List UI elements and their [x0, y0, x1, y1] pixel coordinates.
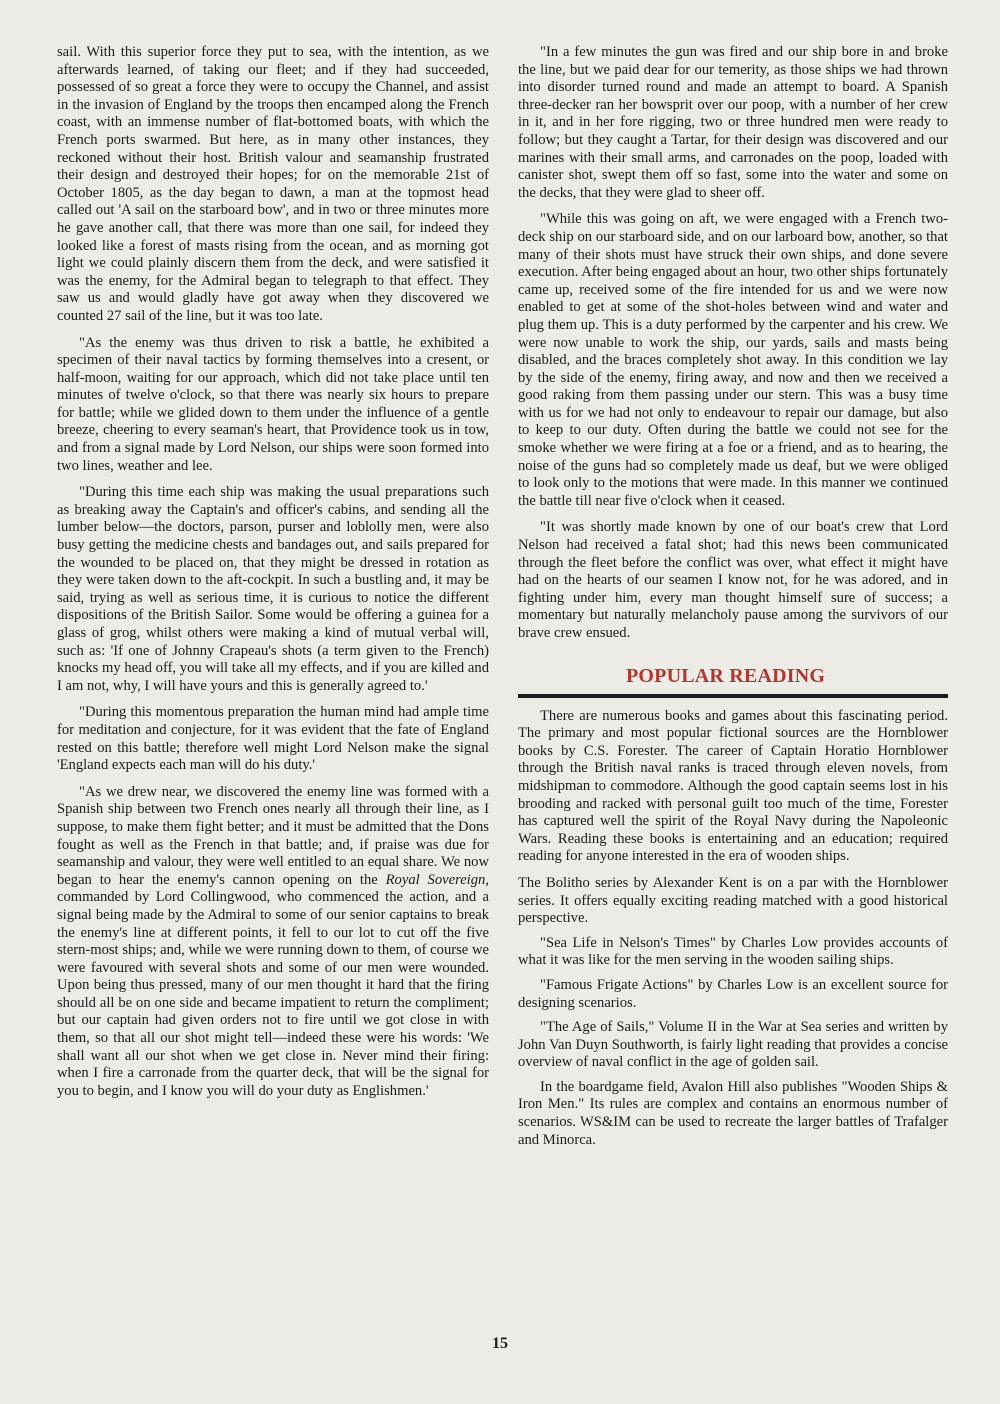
page-number: 15: [492, 1335, 508, 1352]
paragraph-text: "As we drew near, we discovered the enemy line was formed with a Spanish ship between two French ones nearly all through their line, as I suppose, to make them fight better; and it must be admitted that the Dons fought as well as the French in that battle; and, if praise was due for seamanship and valour, they were well entitled to an equal share. We now began to hear the enemy's cannon opening on the: [57, 783, 489, 888]
body-paragraph: "While this was going on aft, we were engaged with a French two-deck ship on our starboard side, and on our larboard bow, another, so that many of their shots must have struck their own ships, and done severe execution. After being engaged about an hour, two other ships fortunately came up, received some of the fire intended for us and we were now enabled to get at some of the shot-holes between wind and water and plug them up. This is a duty performed by the carpenter and his crew. We were now unable to work the ship, our yards, sails and masts being disabled, and the braces completely shot away. In this condition we lay by the side of the enemy, firing away, and now and then we received a good raking from them passing under our stern. This was a busy time with us for we had not only to endeavour to repair our damage, but also to keep to our duty. Often during the battle we could not see for the smoke whether we were firing at a foe or a friend, and as to hearing, the noise of the guns had so completely made us deaf, but we were obliged to look only to the motions that were made. In this manner we continued the battle till near five o'clock when it ceased.: [518, 211, 948, 509]
paragraph-text: , commanded by Lord Collingwood, who commenced the action, and a signal being made by the Admiral to some of our senior captains to break the enemy's line at different points, it fell to our lot to cut off the five stern-most ships; and, while we were running down to them, of course we were favoured with several shots and some of our men were wounded. Upon being thus pressed, many of our men thought it hard that the firing should all be on one side and became impatient to return the compliment; but our captain had given orders not to fire until we got close in with them, so that all our shot might tell—indeed these were his words: 'We shall want all our shot when we get close in. Never mind their firing: when I fire a carronade from the quarter deck, that will be the signal for you to begin, and I know you will do your duty as Englishmen.': [57, 871, 489, 1099]
left-column: [57, 44, 489, 1109]
body-paragraph: "During this time each ship was making the usual preparations such as breaking away the Captain's and officer's cabins, and sending all the lumber below—the doctors, parson, purser and loblolly men, were also busy getting the medicine chests and bandages out, and sails prepared for the wounded to be placed on, that they might be dressed in rotation as they were taken down to the aft-cockpit. In such a bustling and, it may be said, trying as well as serious time, it is curious to notice the different dispositions of the British Sailor. Some would be offering a guinea for a glass of grog, whilst others were making a kind of mutual verbal will, such as: 'If one of Johnny Crapeau's shots (a term given to the French) knocks my head off, you will take all my effects, and if you are killed and I am not, why, I will have yours and this is generally agreed to.': [57, 484, 489, 694]
section-title: POPULAR READING: [626, 664, 826, 687]
body-paragraph: In the boardgame field, Avalon Hill also publishes "Wooden Ships & Iron Men." Its rules are complex and contains an enormous number of scenarios. WS&IM can be used to recreate the larger battles of Trafalger and Minorca.: [518, 1078, 948, 1148]
right-column: [518, 44, 948, 1156]
body-paragraph: The Bolitho series by Alexander Kent is on a par with the Hornblower series. It offers equally exciting reading matched with a good historical perspective.: [518, 874, 948, 927]
body-paragraph: sail. With this superior force they put to sea, with the intention, as we afterwards learned, of taking our fleet; and if they had succeeded, possessed of so great a force they were to occupy the Channel, and assist in the invasion of England by the troops then encamped along the French coast, with an immense number of flat-bottomed boats, with which the French ports swarmed. But here, as in many other instances, they reckoned without their host. British valour and seamanship frustrated their design and destroyed their hopes; for on the memorable 21st of October 1805, as the day began to dawn, a man at the topmost head called out 'A sail on the starboard bow', and in two or three minutes more he gave another call, that there was more than one sail, for indeed they looked like a forest of masts rising from the ocean, and as morning got light we could plainly discern them from the deck, and were satisfied it was the enemy, for the Admiral began to telegraph to that effect. They saw us and would gladly have got away when they discovered we counted 27 sail of the line, but it was too late.: [57, 44, 489, 324]
body-paragraph: "The Age of Sails," Volume II in the War at Sea series and written by John Van Duyn Southworth, is fairly light reading that provides a concise overview of naval conflict in the age of golden sail.: [518, 1019, 948, 1071]
body-paragraph: "Famous Frigate Actions" by Charles Low is an excellent source for designing scenarios.: [518, 976, 948, 1011]
body-paragraph: "It was shortly made known by one of our boat's crew that Lord Nelson had received a fatal shot; had this news been communicated through the fleet before the conflict was over, what effect it might have had on the hearts of our seamen I know not, for he was adored, and in fighting under him, every man thought himself sure of success; a momentary but naturally melancholy pause among the survivors of our brave crew ensued.: [518, 519, 948, 641]
ship-name: Royal Sovereign: [385, 871, 486, 888]
body-paragraph: There are numerous books and games about this fascinating period. The primary and most popular fictional sources are the Hornblower books by C.S. Forester. The career of Captain Horatio Hornblower through the British naval ranks is traced through eleven novels, from midshipman to commodore. Although the good captain seems lost in his brooding and racked with personal guilt too much of the time, Forester has captured well the spirit of the Royal Navy during the Napoleonic Wars. Reading these books is entertaining and an education; required reading for anyone interested in the era of wooden ships.: [518, 707, 948, 865]
body-paragraph: "As the enemy was thus driven to risk a battle, he exhibited a specimen of their naval tactics by forming themselves into a cresent, or half-moon, waiting for our approach, which did not take place until ten minutes of twelve o'clock, so that there was nearly six hours to prepare for battle; while we glided down to them under the influence of a gentle breeze, cheering to every seaman's heart, that Providence took us in tow, and from a signal made by Lord Nelson, our ships were soon formed into two lines, weather and lee.: [57, 334, 489, 474]
body-paragraph: "Sea Life in Nelson's Times" by Charles Low provides accounts of what it was like for the men serving in the wooden sailing ships.: [518, 934, 948, 969]
body-paragraph: [57, 784, 489, 1101]
section-divider: [518, 694, 948, 698]
body-paragraph: "In a few minutes the gun was fired and our ship bore in and broke the line, but we paid dear for our temerity, as those ships we had thrown into disorder turned round and made an attempt to board. A Spanish three-decker ran her bowsprit over our poop, with a number of her crew in it, and in her fore rigging, two or three hundred men were ready to follow; but they caught a Tartar, for their design was discovered and our marines with their small arms, and carronades on the poop, loaded with canister shot, swept them off so fast, some into the water and some on the decks, that they were glad to sheer off.: [518, 44, 948, 201]
body-paragraph: "During this momentous preparation the human mind had ample time for meditation and conjecture, for it was evident that the fate of England rested on this battle; therefore well might Lord Nelson make the signal 'England expects each man will do his duty.': [57, 704, 489, 774]
